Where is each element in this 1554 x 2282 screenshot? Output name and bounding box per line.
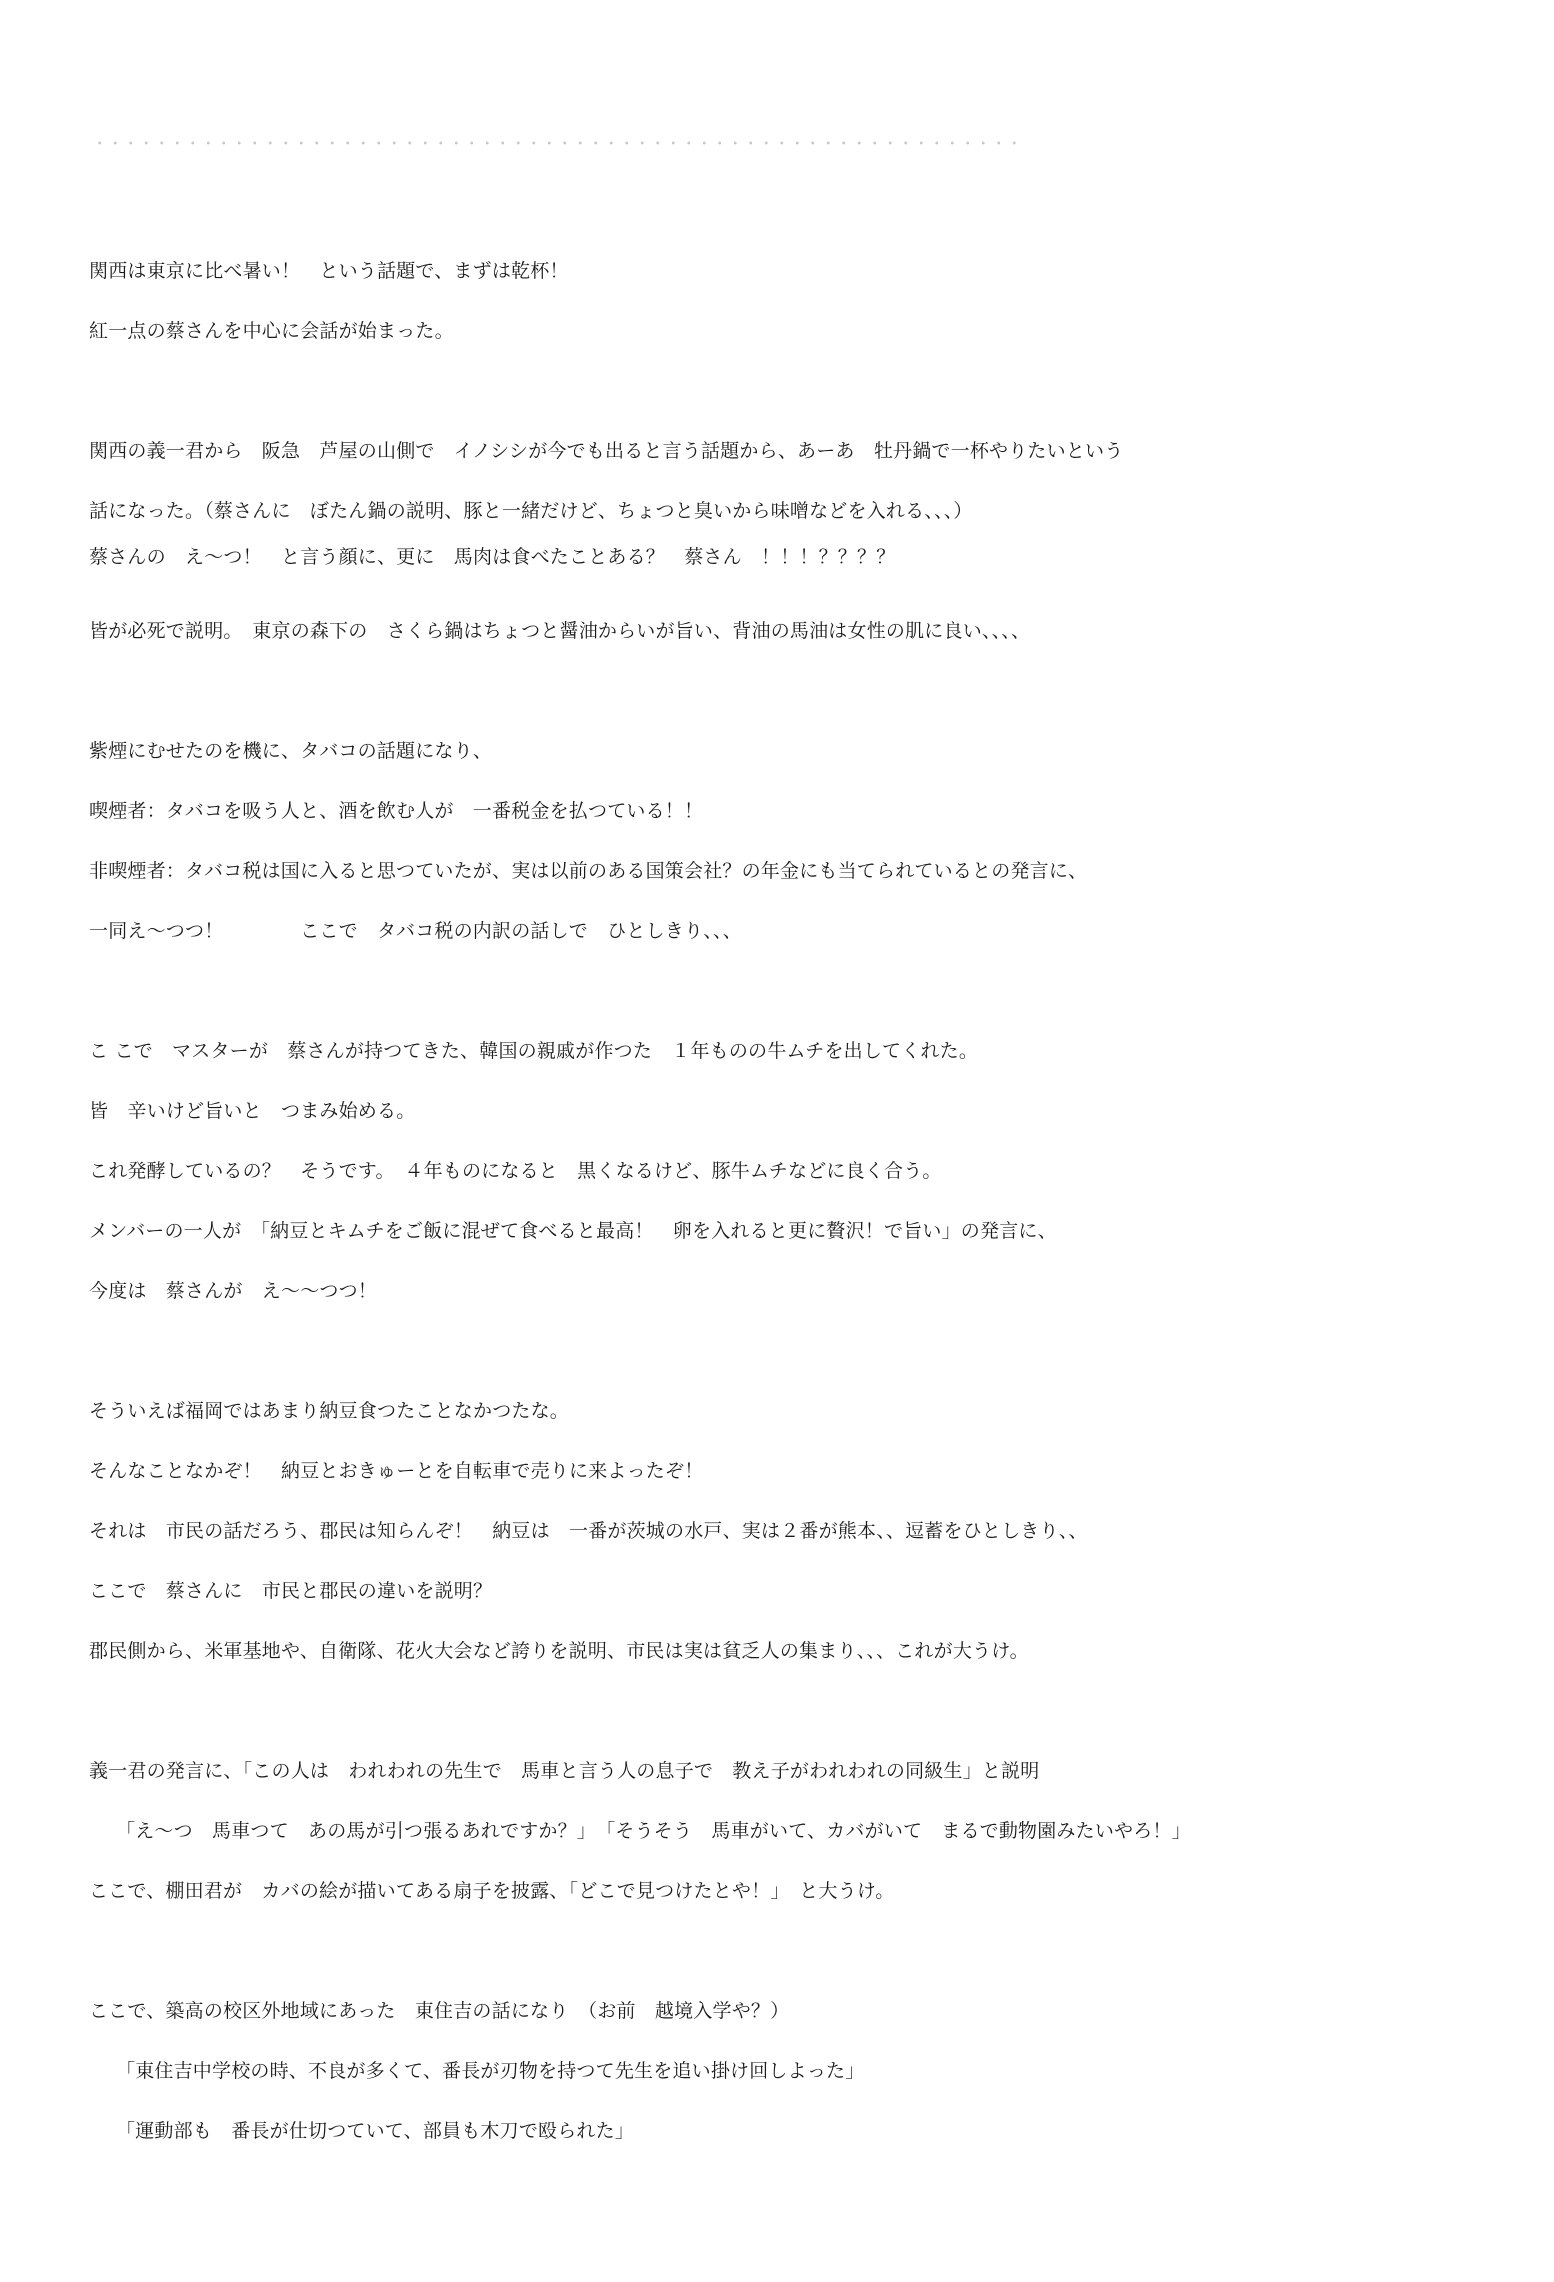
dotted-separator — [92, 136, 1022, 150]
text-line: ここで、築高の校区外地域にあった 東住吉の話になり （お前 越境入学や？） — [89, 2000, 790, 2022]
text-line: 一同え～つつ！ ここで タバコ税の内訳の話しで ひとしきり、、、 — [89, 920, 742, 942]
text-line: ここで、棚田君が カバの絵が描いてある扇子を披露、「どこで見つけたとや！」 と大うけ。 — [89, 1880, 895, 1902]
text-line: 紅一点の蔡さんを中心に会話が始まった。 — [89, 320, 454, 342]
text-line: 皆 辛いけど旨いと つまみ始める。 — [89, 1100, 416, 1122]
text-line: 郡民側から、米軍基地や、自衛隊、花火大会など誇りを説明、市民は実は貧乏人の集まり、、、これが大うけ。 — [89, 1640, 1029, 1662]
text-line: ここで 蔡さんに 市民と郡民の違いを説明？ — [89, 1580, 493, 1602]
text-line: 「運動部も 番長が仕切つていて、部員も木刀で殴られた」 — [116, 2120, 635, 2142]
text-line: 皆が必死で説明。 東京の森下の さくら鍋はちょつと醤油からいが旨い、背油の馬油は女性の肌に良い、、、、 — [89, 620, 1031, 642]
text-line: 話になった。（蔡さんに ぼたん鍋の説明、豚と一緒だけど、ちょつと臭いから味噌などを入れる、、、） — [89, 500, 973, 522]
text-line: それは 市民の話だろう、郡民は知らんぞ！ 納豆は 一番が茨城の水戸、実は２番が熊本、、逗蓄をひとしきり、、 — [89, 1520, 1088, 1542]
text-line: 今度は 蔡さんが え～～つつ！ — [89, 1280, 378, 1302]
text-line: そういえば福岡ではあまり納豆食つたことなかつたな。 — [89, 1400, 570, 1422]
text-line: これ発酵しているの？ そうです。 ４年ものになると 黒くなるけど、豚牛ムチなどに良く合う。 — [89, 1160, 942, 1182]
text-line: 関西は東京に比べ暑い！ という話題で、まずは乾杯！ — [89, 260, 569, 282]
text-line: そんなことなかぞ！ 納豆とおきゅーとを自転車で売りに来よったぞ！ — [89, 1460, 704, 1482]
text-line: 関西の義一君から 阪急 芦屋の山側で イノシシが今でも出ると言う話題から、あーあ 牡丹鍋で一杯やりたいという — [89, 440, 1124, 462]
text-line: こ こで マスターが 蔡さんが持つてきた、韓国の親戚が作つた １年ものの牛ムチを出してくれた。 — [89, 1040, 979, 1062]
text-line: 「東住吉中学校の時、不良が多くて、番長が刃物を持つて先生を追い掛け回しよった」 — [116, 2060, 865, 2082]
text-line: メンバーの一人が 「納豆とキムチをご飯に混ぜて食べると最高！ 卵を入れると更に贅沢！で旨い」の発言に、 — [89, 1220, 1057, 1242]
text-line: 喫煙者：タバコを吸う人と、酒を飲む人が 一番税金を払つている！！ — [89, 800, 704, 822]
text-line: 非喫煙者：タバコ税は国に入ると思つていたが、実は以前のある国策会社？の年金にも当てられているとの発言に、 — [89, 860, 1088, 882]
text-line: 蔡さんの え～つ！ と言う顔に、更に 馬肉は食べたことある？ 蔡さん ！！！？？？？ — [89, 546, 896, 568]
text-line: 紫煙にむせたのを機に、タバコの話題になり、 — [89, 740, 493, 762]
text-line: 「え～つ 馬車つて あの馬が引つ張るあれですか？」 「そうそう 馬車がいて、カバがいて まるで動物園みたいやろ！」 — [116, 1820, 1191, 1842]
text-line: 義一君の発言に、「この人は われわれの先生で 馬車と言う人の息子で 教え子がわれわれの同級生」と説明 — [89, 1760, 1040, 1782]
